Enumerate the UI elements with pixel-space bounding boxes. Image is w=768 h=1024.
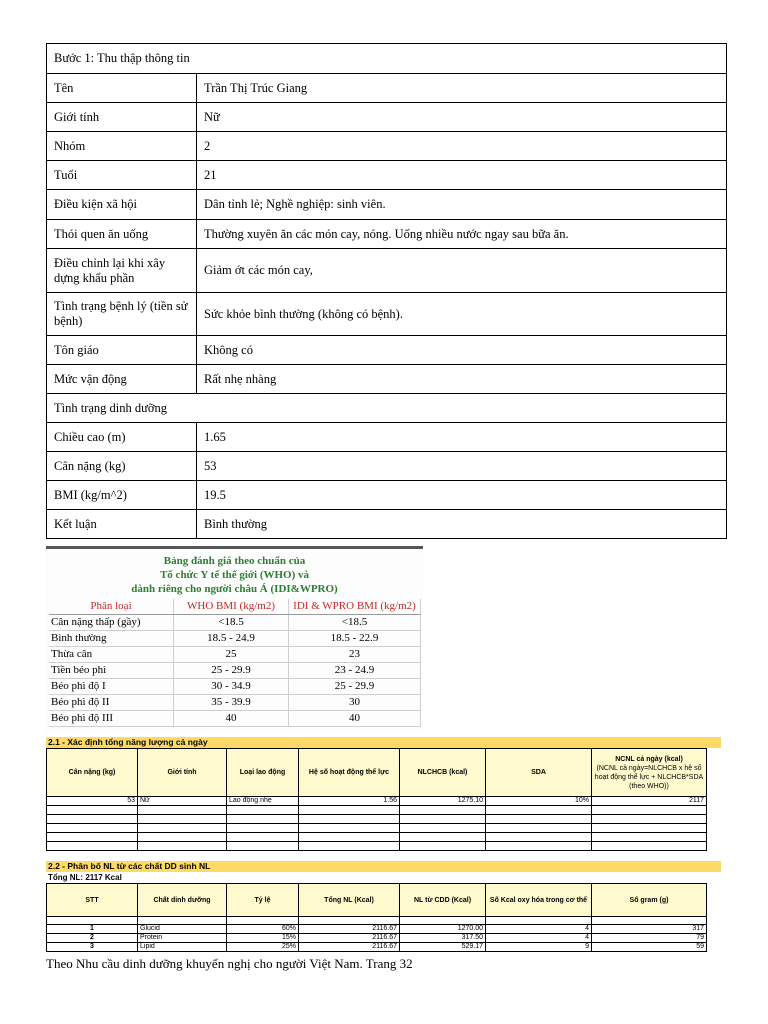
- nutrient-cell: 2116.67: [299, 934, 400, 943]
- who-title-line-3: dành riêng cho người châu Á (IDI&WPRO): [131, 583, 338, 595]
- info-row: [47, 510, 727, 539]
- info-value: 2: [197, 132, 727, 161]
- who-title: [46, 554, 423, 596]
- info-label: Tôn giáo: [47, 336, 197, 365]
- energy-header-ncnl: [592, 749, 707, 797]
- energy-gender: Nữ: [138, 797, 227, 806]
- info-row: [47, 452, 727, 481]
- ncnl-label: NCNL cả ngày (kcal): [615, 755, 683, 763]
- info-value: Giảm ớt các món cay,: [197, 249, 727, 293]
- info-value: Nữ: [197, 103, 727, 132]
- idi-value: 40: [289, 711, 421, 727]
- who-value: 25: [174, 647, 289, 663]
- nut-header-nutrient: Chất dinh dưỡng: [138, 884, 227, 917]
- nutrient-cell: 1270.00: [400, 925, 486, 934]
- who-category: Béo phì độ II: [49, 695, 174, 711]
- who-row: [49, 663, 421, 679]
- who-row: [49, 647, 421, 663]
- energy-header-nlchcb: NLCHCB (kcal): [400, 749, 486, 797]
- info-row: [47, 249, 727, 293]
- info-label: Thói quen ăn uống: [47, 220, 197, 249]
- nutrient-cell: 2: [47, 934, 138, 943]
- nutrient-table: [46, 883, 707, 952]
- info-value: 19.5: [197, 481, 727, 510]
- who-value: <18.5: [174, 615, 289, 631]
- idi-value: 25 - 29.9: [289, 679, 421, 695]
- who-bmi-reference-image: [46, 546, 423, 734]
- info-row: [47, 161, 727, 190]
- energy-sheet-title: 2.1 - Xác định tổng năng lượng cả ngày: [46, 737, 721, 748]
- who-bmi-table: [49, 599, 421, 727]
- nutrient-total: Tổng NL: 2117 Kcal: [48, 873, 122, 882]
- info-row: [47, 336, 727, 365]
- info-value: 21: [197, 161, 727, 190]
- patient-info-table: [46, 43, 727, 539]
- nutrient-cell: 3: [47, 943, 138, 952]
- info-label: Điều kiện xã hội: [47, 190, 197, 220]
- info-label: Tên: [47, 74, 197, 103]
- nut-header-stt: STT: [47, 884, 138, 917]
- energy-sheet: [46, 737, 721, 851]
- energy-header-sda: SDA: [486, 749, 592, 797]
- who-value: 35 - 39.9: [174, 695, 289, 711]
- info-row: [47, 103, 727, 132]
- who-title-line-1: Bảng đánh giá theo chuẩn của: [163, 555, 306, 567]
- nutrient-cell: 1: [47, 925, 138, 934]
- info-row: [47, 423, 727, 452]
- nut-header-total: Tổng NL (Kcal): [299, 884, 400, 917]
- nutrient-cell: 59: [592, 943, 707, 952]
- info-value: Không có: [197, 336, 727, 365]
- who-header-who: WHO BMI (kg/m2): [174, 599, 289, 615]
- info-label: Giới tính: [47, 103, 197, 132]
- who-category: Tiền béo phì: [49, 663, 174, 679]
- nutrient-cell: Protein: [138, 934, 227, 943]
- who-row: [49, 631, 421, 647]
- info-label: Cân nặng (kg): [47, 452, 197, 481]
- who-title-line-2: Tổ chức Y tế thế giới (WHO) và: [159, 569, 310, 581]
- energy-activity: 1.56: [299, 797, 400, 806]
- nutrient-cell: 2116.67: [299, 925, 400, 934]
- nut-header-energy: NL từ CDD (Kcal): [400, 884, 486, 917]
- info-value: Rất nhẹ nhàng: [197, 365, 727, 394]
- nutrient-cell: 60%: [227, 925, 299, 934]
- energy-nlchcb: 1275.10: [400, 797, 486, 806]
- info-label: Chiều cao (m): [47, 423, 197, 452]
- nutrient-row: [47, 943, 707, 952]
- energy-header-activity: Hệ số hoạt động thể lực: [299, 749, 400, 797]
- info-value: 1.65: [197, 423, 727, 452]
- idi-value: 23 - 24.9: [289, 663, 421, 679]
- nutrient-row: [47, 934, 707, 943]
- idi-value: 23: [289, 647, 421, 663]
- info-value: 53: [197, 452, 727, 481]
- info-row: [47, 220, 727, 249]
- who-header-idi: IDI & WPRO BMI (kg/m2): [289, 599, 421, 615]
- info-row: [47, 481, 727, 510]
- nutrient-cell: 317: [592, 925, 707, 934]
- nutrient-cell: 25%: [227, 943, 299, 952]
- info-row: [47, 132, 727, 161]
- energy-sda: 10%: [486, 797, 592, 806]
- energy-header-weight: Cân nặng (kg): [47, 749, 138, 797]
- info-row: [47, 365, 727, 394]
- energy-labor: Lao động nhẹ: [227, 797, 299, 806]
- info-value: Thường xuyên ăn các món cay, nóng. Uống nhiều nước ngay sau bữa ăn.: [197, 220, 727, 249]
- info-value: Sức khỏe bình thường (không có bệnh).: [197, 293, 727, 336]
- idi-value: <18.5: [289, 615, 421, 631]
- idi-value: 30: [289, 695, 421, 711]
- who-row: [49, 615, 421, 631]
- nutrient-cell: 9: [486, 943, 592, 952]
- info-label: Tuổi: [47, 161, 197, 190]
- energy-table: [46, 748, 707, 851]
- energy-header-gender: Giới tính: [138, 749, 227, 797]
- info-value: Bình thường: [197, 510, 727, 539]
- nut-header-gram: Số gram (g): [592, 884, 707, 917]
- who-category: Béo phì độ I: [49, 679, 174, 695]
- nutrient-cell: 15%: [227, 934, 299, 943]
- who-value: 40: [174, 711, 289, 727]
- who-row: [49, 695, 421, 711]
- energy-weight: 53: [47, 797, 138, 806]
- nutrition-section-title: Tình trạng dinh dưỡng: [47, 394, 727, 423]
- info-row: [47, 190, 727, 220]
- info-value: Trần Thị Trúc Giang: [197, 74, 727, 103]
- energy-header-labor: Loại lao động: [227, 749, 299, 797]
- who-row: [49, 711, 421, 727]
- energy-ncnl: 2117: [592, 797, 707, 806]
- nutrient-sheet: [46, 861, 721, 952]
- who-row: [49, 679, 421, 695]
- nutrient-sheet-title: 2.2 - Phân bố NL từ các chất DD sinh NL: [46, 861, 721, 872]
- who-category: Béo phì độ III: [49, 711, 174, 727]
- who-value: 25 - 29.9: [174, 663, 289, 679]
- nutrient-cell: 4: [486, 925, 592, 934]
- nut-header-oxidation: Số Kcal oxy hóa trong cơ thể: [486, 884, 592, 917]
- nutrient-cell: 2116.67: [299, 943, 400, 952]
- who-value: 18.5 - 24.9: [174, 631, 289, 647]
- info-label: Nhóm: [47, 132, 197, 161]
- nutrient-cell: Glucid: [138, 925, 227, 934]
- nutrient-cell: Lipid: [138, 943, 227, 952]
- footer-note: Theo Nhu cầu dinh dưỡng khuyến nghị cho người Việt Nam. Trang 32: [46, 956, 413, 971]
- info-label: Điều chỉnh lại khi xây dựng khẩu phần: [47, 249, 197, 293]
- energy-row: [47, 797, 707, 806]
- nutrient-cell: 79: [592, 934, 707, 943]
- who-category: Cân nặng thấp (gầy): [49, 615, 174, 631]
- nutrient-cell: 529.17: [400, 943, 486, 952]
- info-row: [47, 74, 727, 103]
- nutrient-row: [47, 925, 707, 934]
- info-value: Dân tỉnh lẻ; Nghề nghiệp: sinh viên.: [197, 190, 727, 220]
- nutrient-cell: 317.50: [400, 934, 486, 943]
- step-title: Bước 1: Thu thập thông tin: [47, 44, 727, 74]
- nut-header-ratio: Tỷ lệ: [227, 884, 299, 917]
- who-category: Thừa cân: [49, 647, 174, 663]
- idi-value: 18.5 - 22.9: [289, 631, 421, 647]
- info-label: Kết luận: [47, 510, 197, 539]
- info-label: BMI (kg/m^2): [47, 481, 197, 510]
- info-label: Mức vận động: [47, 365, 197, 394]
- who-header-category: Phân loại: [49, 599, 174, 615]
- nutrient-cell: 4: [486, 934, 592, 943]
- who-value: 30 - 34.9: [174, 679, 289, 695]
- who-category: Bình thường: [49, 631, 174, 647]
- info-row: [47, 293, 727, 336]
- info-label: Tình trạng bệnh lý (tiền sử bệnh): [47, 293, 197, 336]
- ncnl-formula: (NCNL cả ngày=NLCHCB x hệ số hoạt động thể lực + NLCHCB*SDA (theo WHO)): [594, 764, 704, 790]
